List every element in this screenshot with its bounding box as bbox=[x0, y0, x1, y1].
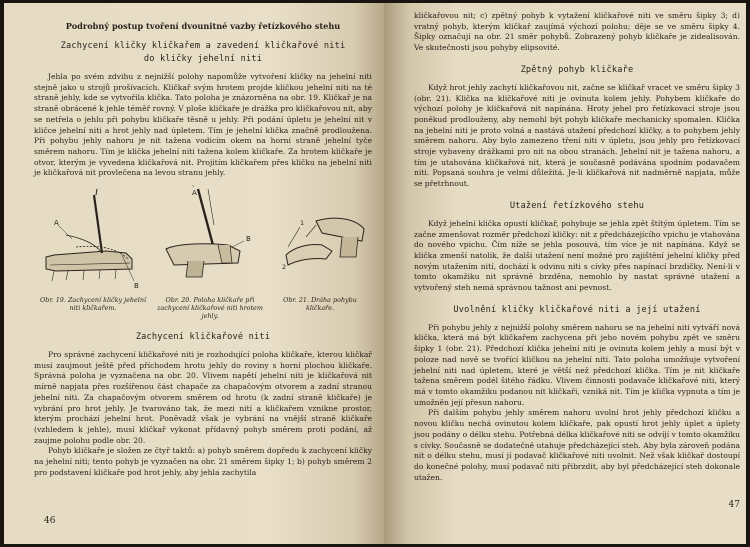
label-a-fig20: A bbox=[192, 189, 197, 198]
paragraph-pohyb-klickare: Pohyb kličkaře je složen ze čtyř taktů: a) pohyb směrem dopředu k zachycení kličky na jehelní niti; tento pohyb je vyznačen na obr. 21 směrem šipky 1; b) pohyb směrem 2 pro podstavení kličkaře pod hrot jehly, aby jehla zachytila bbox=[34, 446, 372, 477]
label-b: B bbox=[134, 282, 139, 291]
label-a: A bbox=[54, 219, 59, 228]
paragraph-zachyceni-klicky: Jehla po svém zdvihu z nejnižší polohy napomůže vytvoření kličky na jehelní niti stejně jako u strojů prošívacích. Kličkař svým hrotem projde kličkou jehelní niti na té straně jehly, kde se vytvořila klička. Tato poloha je znázorněna na obr. 19. Kličkař je na straně obrácené k jehle téměř rovný. V ploše kličkaře je drážka pro kličkařovou nit, aby se netřela o jehlu při pohybu kličkaře těsně u jehly. Při podání úpletu je jehelní nit v kličce jehelní niti a hrot jehly nad úpletem. Tím je jehelní klička značně prodloužena. Při pohybu jehly nahoru je nit tažena vodicím okem na horní straně jehelní tyče směrem nahoru. Tím je klička jehelní niti tažena kolem kličkaře. Za hrotem kličkaře je otvor, kterým je vyvedena kličkařová nit. Projitím kličkařem přes kličku na jehelní niti je kličkařová nit provlečena na levou stranu jehly. bbox=[34, 72, 372, 178]
section-heading-zachyceni-nite: Zachycení kličkařové niti bbox=[135, 332, 271, 343]
left-page bbox=[4, 3, 384, 544]
page-title: Podrobný postup tvoření dvounitné vazby řetízkového stehu bbox=[65, 21, 341, 31]
figure-20-diagram bbox=[158, 185, 264, 295]
section-heading-zpetny-pohyb: Zpětný pohyb kličkaře bbox=[520, 64, 634, 75]
page-number-right: 47 bbox=[728, 500, 740, 510]
caption-figure-21: Obr. 21. Dráha pohybu kličkaře. bbox=[283, 296, 357, 312]
open-book bbox=[4, 3, 746, 544]
section-heading-uvolneni: Uvolnění kličky kličkařové niti a její utažení bbox=[453, 304, 701, 315]
paragraph-utazeni: Když jehelní klička opustí kličkař, pohybuje se jehla zpět štítým úpletem. Tím se začne zmenšovat rozměr předchozí kličky: nit z předcházejícího vpichu je vtahována do nového vpichu. Čím níže se jehla posouvá, tím více je nit napínána. Když se klička zmenší natolik, že další utažení není možné pro zajištění jehelní kličky před novým utažením nití, dochází k odvinu niti s cívky přes napínací brzdičky. Není-li v tomto okamžiku nit správně brzděna, nemohlo by nastat správné utažení a vytvořený steh nemá správnou tažnost ani pevnost. bbox=[414, 218, 740, 293]
paragraph-zachyceni-nite: Pro správné zachycení kličkařové niti je rozhodující poloha kličkaře, kterou kličkař musí zaujmout ještě před příchodem hrotu jehly do roviny s horní plochou kličkaře. Správná poloha je vyznačena na obr. 20. Vlivem napětí jehelní niti je kličkařová nit mírně napjata přes rozšířenou část chapače za chapačovým otvorem a zadní stranou jehelní niti. Za chapačovým otvorem směrem od hrotu (k zadní straně kličkaře) je vybrání pro hrot jehly. Je tvarováno tak, že mezi nití a kličkařem vznikne prostor, kterým prochází jehelní hrot. Poněvadž však je vybrání na vnější straně kličkaře (vzhledem k jehle), musí kličkař vykonat přídavný pohyb směrem proti podání, až zaujme polohu podle obr. 20. bbox=[34, 350, 372, 445]
caption-figure-20: Obr. 20. Poloha kličkaře při zachycení kličkařové niti hrotem jehly. bbox=[157, 296, 263, 320]
label-1: 1 bbox=[300, 219, 305, 228]
paragraph-zpetny-pohyb: Když hrot jehly zachytí kličkařovou nit, začne se kličkař vracet ve směru šipky 3 (obr. 21). Klička na kličkařové niti je ovinuta kolem jehly. Pohybem kličkaře do výchozí polohy je kličkařová nit napínána. Hroty jehel pro řetízkovací stroje jsou poněkud prodlouženy, aby nemohl být pohyb kličkaře mechanicky spomalen. Klička na jehelní niti je proto volná a nastává utažení předchozí kličky, a to pohybem jehly směrem nahoru. Aby bylo zamezeno tření niti v úpletu, jsou jehly pro řetízkovací stroje vybaveny drážkami pro nit na obou stranách. Jehelní nit je tažena nahoru, a tím je utahována kličkařová nit, která je současně podávána spodním podavačem niti. Popsaná souhra je velmi důležitá. Je-li kličkařová nit nadměrně napjata, může se přetrhnout. bbox=[414, 82, 740, 189]
label-b-fig20: B bbox=[246, 235, 251, 244]
figure-21-diagram bbox=[266, 185, 376, 295]
section-heading-utazeni: Utažení řetízkového stehu bbox=[509, 200, 645, 211]
section-heading-zachyceni-klicky: Zachycení kličky kličkařem a zavedení kličkařové niti do kličky jehelní niti bbox=[60, 41, 346, 64]
right-page bbox=[384, 3, 746, 544]
figure-19-diagram bbox=[36, 185, 154, 295]
caption-figure-19: Obr. 19. Zachycení kličky jehelní niti kličkařem. bbox=[40, 296, 146, 312]
figures-row bbox=[34, 185, 372, 331]
paragraph-uvolneni-2: Při dalším pohybu jehly směrem nahoru uvolní hrot jehly předchozí kličku a novou kličku nechá ovinutou kolem kličkaře, pak opustí hrot jehly úplet a úplety jsou podány o délku stehu. Potřebná délka kličkařové niti se odvíjí v tomto okamžiku s cívky. Současně se dodatečně utahuje předcházející steh. Aby byla zároveň podána nit o délku stehu, musí jí podavač kličkařové niti uvolnit. Než však kličkař dostoupí do konečné polohy, musí podavač niti přibrzdit, aby byl předcházející steh dokonale utažen. bbox=[414, 408, 740, 482]
paragraph-continued: kličkařovou nit; c) zpětný pohyb k vytažení kličkařové niti ve směru šipky 3; d) vratný pohyb, kterým kličkař zaujímá výchozí polohu; děje se ve směru šipky 4. Šipky označují na obr. 21 směr pohybů. Zobrazený pohyb kličkaře je zidealisován. Ve skutečnosti jsou pohyby elipsovité. bbox=[414, 11, 740, 53]
paragraph-uvolneni-1: Při pohybu jehly z nejnižší polohy směrem nahoru se na jehelní niti vytváří nová klička, která má být kličkařem zachycena při jeho novém pohybu zpět ve směru šipky 1 (obr. 21). Předchozí klička jehelní niti je ovinuta kolem jehly a musí být v poloze nad nově se tvořící kličkou na jehelní niti. Tato poloha umožňuje vytvoření jehelní niti nad úpletem, které je větší než předchozí klička. Tím je nit kličkaře tažena směrem podél šitého řádku. Vlivem činnosti podavače kličkařové niti, který má v tomto okamžiku podanou nit kličkaři, vzniká nit. Tím je klička vypnuta a tím je umožněn její přesun nahoru. bbox=[414, 322, 740, 407]
label-2: 2 bbox=[282, 263, 287, 272]
page-number-left: 46 bbox=[44, 516, 56, 526]
